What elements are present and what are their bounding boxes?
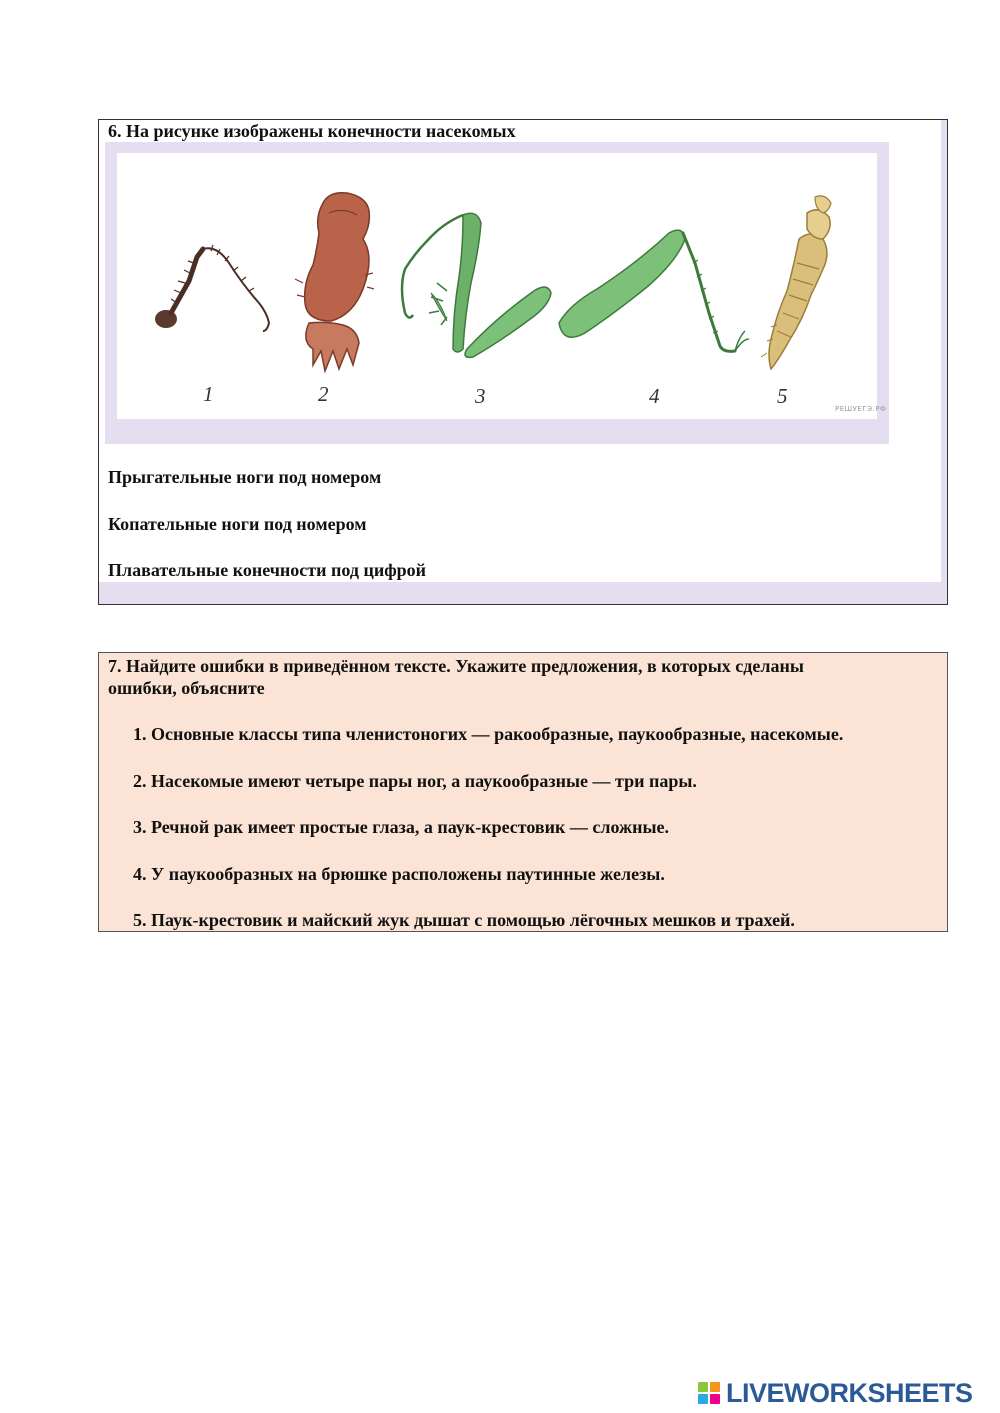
task6-title: 6. На рисунке изображены конечности насекомых — [108, 121, 516, 141]
figure-label-1: 1 — [203, 382, 214, 406]
question-swimming-limbs: Плавательные конечности под цифрой — [108, 560, 427, 580]
limb-5-gathering-leg — [761, 196, 831, 369]
task7-sentence-4: 4. У паукообразных на брюшке расположены паутинные железы. — [133, 864, 665, 884]
figure-watermark: РЕШУЕГЭ.РФ — [835, 405, 887, 413]
liveworksheets-logo-text: LIVEWORKSHEETS — [726, 1377, 973, 1408]
limb-3-grasping-leg — [402, 213, 551, 357]
task7-title-line1: 7. Найдите ошибки в приведённом тексте. Укажите предложения, в которых сделаны — [108, 656, 804, 676]
limb-1-running-leg — [155, 245, 269, 331]
figure-label-3: 3 — [475, 384, 486, 408]
figure-label-2: 2 — [318, 382, 329, 406]
question-jumping-legs: Прыгательные ноги под номером — [108, 467, 382, 487]
task7-sentence-5: 5. Паук-крестовик и майский жук дышат с помощью лёгочных мешков и трахей. — [133, 910, 795, 930]
task7-box — [98, 652, 948, 932]
limb-2-digging-leg — [295, 193, 374, 371]
insect-limbs-figure — [117, 153, 887, 419]
figure-label-4: 4 — [649, 384, 660, 408]
task7-title-line2: ошибки, объясните — [108, 678, 265, 698]
task6-box — [98, 119, 948, 605]
liveworksheets-logo-icon — [697, 1380, 723, 1406]
task7-sentence-2: 2. Насекомые имеют четыре пары ног, а паукообразные — три пары. — [133, 771, 697, 791]
task7-sentence-3: 3. Речной рак имеет простые глаза, а паук-крестовик — сложные. — [133, 817, 670, 837]
task7-sentence-1: 1. Основные классы типа членистоногих — ракообразные, паукообразные, насекомые. — [133, 724, 844, 744]
insect-limbs-figure-frame — [105, 142, 889, 444]
task6-bottom-strip — [99, 582, 947, 604]
figure-label-5: 5 — [777, 384, 788, 408]
insect-limbs-illustration — [117, 153, 877, 419]
question-digging-legs: Копательные ноги под номером — [108, 514, 367, 534]
task6-right-strip — [941, 120, 947, 604]
liveworksheets-brand[interactable] — [697, 1377, 973, 1409]
limb-4-jumping-leg — [559, 230, 749, 351]
